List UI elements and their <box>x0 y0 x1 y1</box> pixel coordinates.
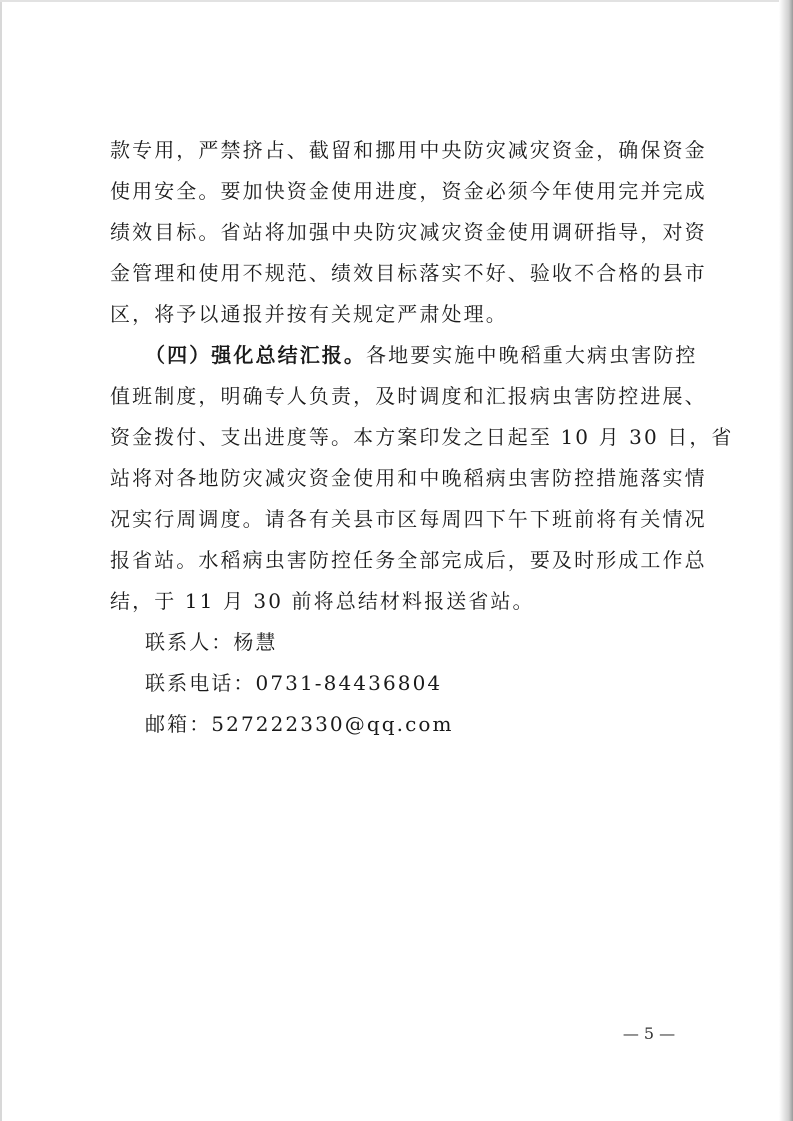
document-body <box>110 130 734 745</box>
section-four-first-line-text: 各地要实施中晚稻重大病虫害防控 <box>366 343 698 367</box>
paragraph-line: 报省站。水稻病虫害防控任务全部完成后，要及时形成工作总 <box>110 548 707 572</box>
paragraph-line: 值班制度，明确专人负责，及时调度和汇报病虫害防控进展、 <box>110 384 707 408</box>
paragraph-line: 款专用，严禁挤占、截留和挪用中央防灾减灾资金，确保资金 <box>110 138 707 162</box>
paragraph-line: 区，将予以通报并按有关规定严肃处理。 <box>110 302 508 326</box>
page-edge-left <box>0 0 2 1121</box>
paragraph-line: 站将对各地防灾减灾资金使用和中晚稻病虫害防控措施落实情 <box>110 466 707 490</box>
paragraph-line: 结，于 11 月 30 前将总结材料报送省站。 <box>110 589 535 613</box>
contact-email: 邮箱：527222330@qq.com <box>145 712 454 736</box>
paragraph-line: 使用安全。要加快资金使用进度，资金必须今年使用完并完成 <box>110 179 707 203</box>
paragraph-line: 资金拨付、支出进度等。本方案印发之日起至 10 月 30 日，省 <box>110 425 734 449</box>
page-edge-shadow <box>779 0 793 1121</box>
paragraph-line: 况实行周调度。请各有关县市区每周四下午下班前将有关情况 <box>110 507 707 531</box>
contact-person: 联系人：杨慧 <box>145 630 278 654</box>
page-edge-top <box>0 0 793 2</box>
contact-phone: 联系电话：0731-84436804 <box>145 671 443 695</box>
paragraph-line: 绩效目标。省站将加强中央防灾减灾资金使用调研指导，对资 <box>110 220 707 244</box>
paragraph-line: 金管理和使用不规范、绩效目标落实不好、验收不合格的县市 <box>110 261 707 285</box>
section-four-first-line <box>110 335 698 376</box>
section-four-heading: （四）强化总结汇报。 <box>145 343 366 367</box>
page-number: — 5 — <box>622 1024 676 1043</box>
